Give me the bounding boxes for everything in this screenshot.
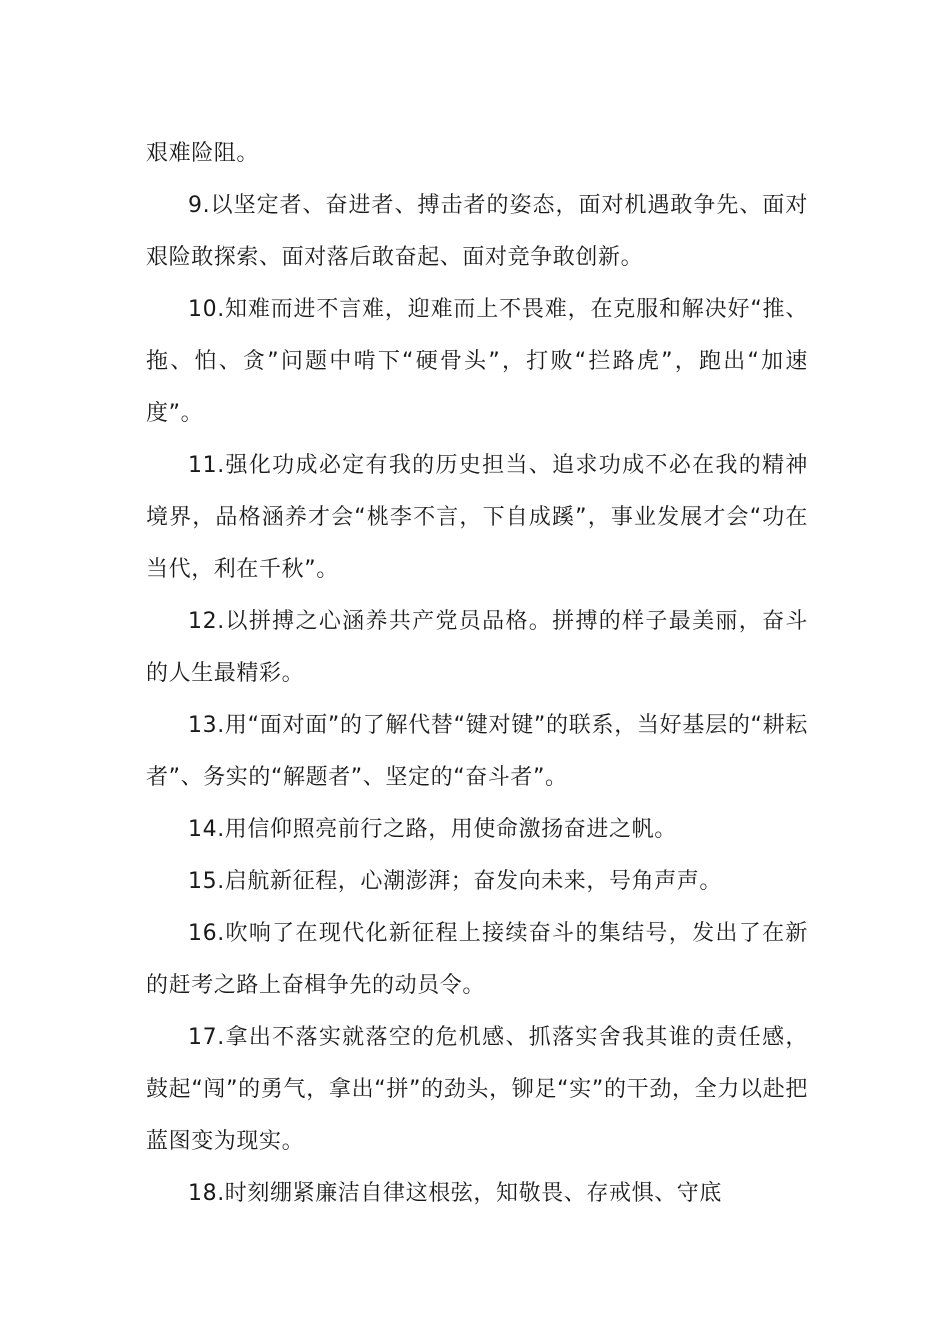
- paragraph-12: 12.以拼搏之心涵养共产党员品格。拼搏的样子最美丽，奋斗的人生最精彩。: [146, 609, 808, 686]
- paragraph-18: 18.时刻绷紧廉洁自律这根弦，知敬畏、存戒惧、守底: [188, 1181, 722, 1206]
- document-body: [146, 128, 808, 1220]
- paragraph-continuation: 艰难险阻。: [146, 141, 260, 166]
- paragraph-16: 16.吹响了在现代化新征程上接续奋斗的集结号，发出了在新的赶考之路上奋楫争先的动员令。: [146, 921, 808, 998]
- paragraph-17: 17.拿出不落实就落空的危机感、抓落实舍我其谁的责任感，鼓起“闯”的勇气，拿出“拼”的劲头，铆足“实”的干劲，全力以赴把蓝图变为现实。: [146, 1025, 808, 1154]
- paragraph-10: 10.知难而进不言难，迎难而上不畏难，在克服和解决好“推、拖、怕、贪”问题中啃下“硬骨头”，打败“拦路虎”，跑出“加速度”。: [146, 297, 808, 426]
- paragraph-13: 13.用“面对面”的了解代替“键对键”的联系，当好基层的“耕耘者”、务实的“解题者”、坚定的“奋斗者”。: [146, 713, 808, 790]
- paragraph-15: 15.启航新征程，心潮澎湃；奋发向未来，号角声声。: [188, 869, 722, 894]
- paragraph-11: 11.强化功成必定有我的历史担当、追求功成不必在我的精神境界，品格涵养才会“桃李不言，下自成蹊”，事业发展才会“功在当代，利在千秋”。: [146, 453, 808, 582]
- paragraph-14: 14.用信仰照亮前行之路，用使命激扬奋进之帆。: [188, 817, 677, 842]
- paragraph-9: 9.以坚定者、奋进者、搏击者的姿态，面对机遇敢争先、面对艰险敢探索、面对落后敢奋起、面对竞争敢创新。: [146, 193, 808, 270]
